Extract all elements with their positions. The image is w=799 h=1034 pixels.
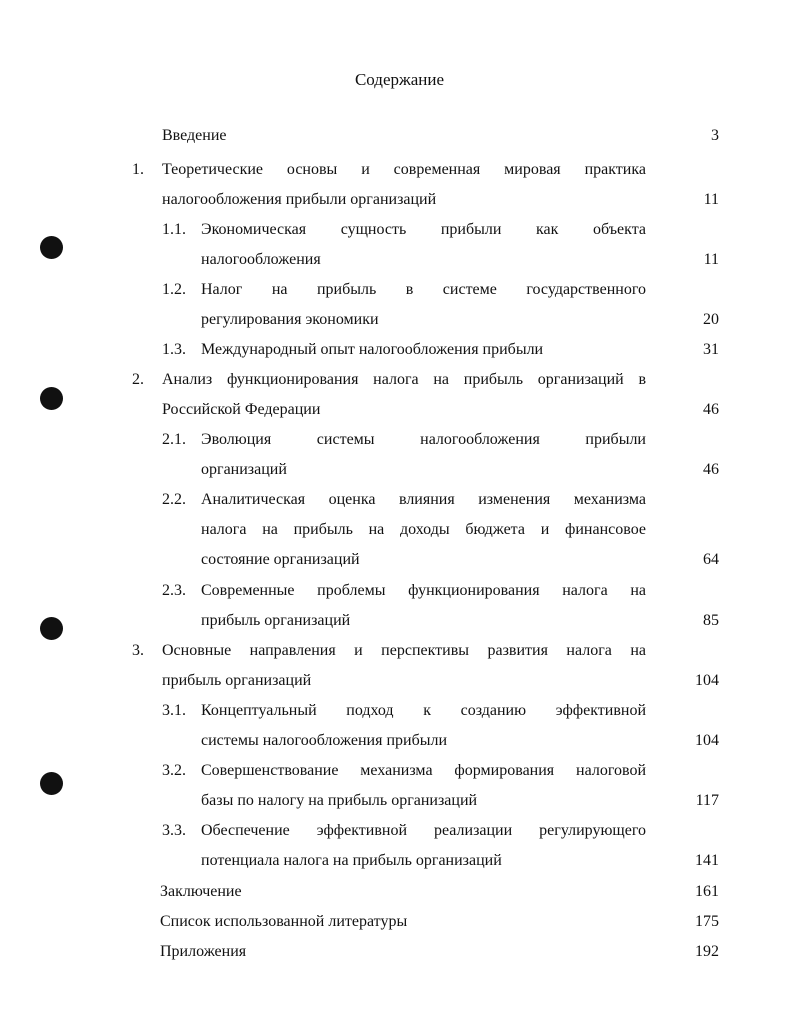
toc-3-3-line2 (0, 846, 799, 876)
toc-references (0, 907, 799, 937)
toc-2-3-num: 2.3. (162, 582, 186, 599)
toc-2-1-text-cont: организаций (201, 461, 287, 478)
page-title: Содержание (354, 70, 445, 89)
toc-1-3-num: 1.3. (162, 341, 186, 358)
toc-ch1-line1 (0, 155, 799, 185)
toc-references-label: Список использованной литературы (160, 913, 408, 930)
toc-2-2-text: Аналитическая оценка влияния изменения механизма (201, 491, 646, 508)
toc-2-2-line3 (0, 545, 799, 575)
toc-2-2-page: 64 (703, 551, 719, 568)
toc-1-2-page: 20 (703, 311, 719, 328)
toc-3-1-num: 3.1. (162, 702, 186, 719)
toc-3-2-line2 (0, 786, 799, 816)
toc-3-2-text: Совершенствование механизма формирования налоговой (201, 762, 646, 779)
toc-2-3-line1 (0, 576, 799, 606)
toc-3-1-text: Концептуальный подход к созданию эффективной (201, 702, 646, 719)
toc-ch2-line1 (0, 365, 799, 395)
toc-3-3-text-cont: потенциала налога на прибыль организаций (201, 852, 502, 869)
toc-ch3-num: 3. (132, 642, 144, 659)
toc-1-2-text-cont: регулирования экономики (201, 311, 379, 328)
toc-intro-label: Введение (162, 127, 227, 144)
toc-ch2-text: Анализ функционирования налога на прибыль организаций в (162, 371, 646, 388)
toc-conclusion-page: 161 (695, 883, 719, 900)
toc-ch2-line2 (0, 395, 799, 425)
toc-2-1-line1 (0, 425, 799, 455)
toc-appendix (0, 937, 799, 967)
toc-2-2-line2 (0, 515, 799, 545)
toc-conclusion (0, 877, 799, 907)
toc-ch1-line2 (0, 185, 799, 215)
toc-2-1-page: 46 (703, 461, 719, 478)
toc-1-1-line1 (0, 215, 799, 245)
toc-2-2-num: 2.2. (162, 491, 186, 508)
toc-appendix-page: 192 (695, 943, 719, 960)
toc-ch1-text: Теоретические основы и современная мировая практика (162, 161, 646, 178)
toc-ch1-page: 11 (703, 191, 719, 208)
toc-conclusion-label: Заключение (160, 883, 242, 900)
toc-2-1-line2 (0, 455, 799, 485)
toc-1-1-page: 11 (703, 251, 719, 268)
toc-1-2-line1 (0, 275, 799, 305)
toc-ch2-text-cont: Российской Федерации (162, 401, 321, 418)
toc-3-1-page: 104 (695, 732, 719, 749)
toc-appendix-label: Приложения (160, 943, 247, 960)
toc-3-3-text: Обеспечение эффективной реализации регулирующего (201, 822, 646, 839)
toc-ch3-line1 (0, 636, 799, 666)
toc-3-3-page: 141 (695, 852, 719, 869)
toc-3-2-page: 117 (695, 792, 719, 809)
toc-intro-page: 3 (711, 127, 719, 144)
toc-ch2-page: 46 (703, 401, 719, 418)
toc-intro (0, 121, 799, 151)
toc-ch3-line2 (0, 666, 799, 696)
toc-1-3-page: 31 (703, 341, 719, 358)
toc-2-1-text: Эволюция системы налогообложения прибыли (201, 431, 646, 448)
toc-ch3-text: Основные направления и перспективы развития налога на (162, 642, 646, 659)
toc-references-page: 175 (695, 913, 719, 930)
toc-1-3-line1 (0, 335, 799, 365)
toc-3-1-line1 (0, 696, 799, 726)
toc-2-2-text-cont: налога на прибыль на доходы бюджета и финансовое (201, 521, 646, 538)
toc-2-2-text-cont2: состояние организаций (201, 551, 360, 568)
toc-1-1-num: 1.1. (162, 221, 186, 238)
toc-1-1-line2 (0, 245, 799, 275)
toc-ch1-text-cont: налогообложения прибыли организаций (162, 191, 437, 208)
toc-ch3-text-cont: прибыль организаций (162, 672, 312, 689)
toc-3-3-num: 3.3. (162, 822, 186, 839)
toc-ch3-page: 104 (695, 672, 719, 689)
toc-2-3-line2 (0, 606, 799, 636)
toc-3-2-line1 (0, 756, 799, 786)
toc-1-1-text-cont: налогообложения (201, 251, 321, 268)
toc-1-2-text: Налог на прибыль в системе государственного (201, 281, 646, 298)
toc-1-2-num: 1.2. (162, 281, 186, 298)
toc-3-3-line1 (0, 816, 799, 846)
toc-ch1-num: 1. (132, 161, 144, 178)
toc-3-1-text-cont: системы налогообложения прибыли (201, 732, 448, 749)
toc-3-1-line2 (0, 726, 799, 756)
toc-ch2-num: 2. (132, 371, 144, 388)
toc-1-3-text: Международный опыт налогообложения прибыли (201, 341, 544, 358)
toc-1-2-line2 (0, 305, 799, 335)
toc-2-3-text: Современные проблемы функционирования налога на (201, 582, 646, 599)
toc-2-3-page: 85 (703, 612, 719, 629)
toc-2-1-num: 2.1. (162, 431, 186, 448)
toc-1-1-text: Экономическая сущность прибыли как объекта (201, 221, 646, 238)
toc-2-3-text-cont: прибыль организаций (201, 612, 351, 629)
toc-2-2-line1 (0, 485, 799, 515)
toc-3-2-text-cont: базы по налогу на прибыль организаций (201, 792, 478, 809)
toc-3-2-num: 3.2. (162, 762, 186, 779)
